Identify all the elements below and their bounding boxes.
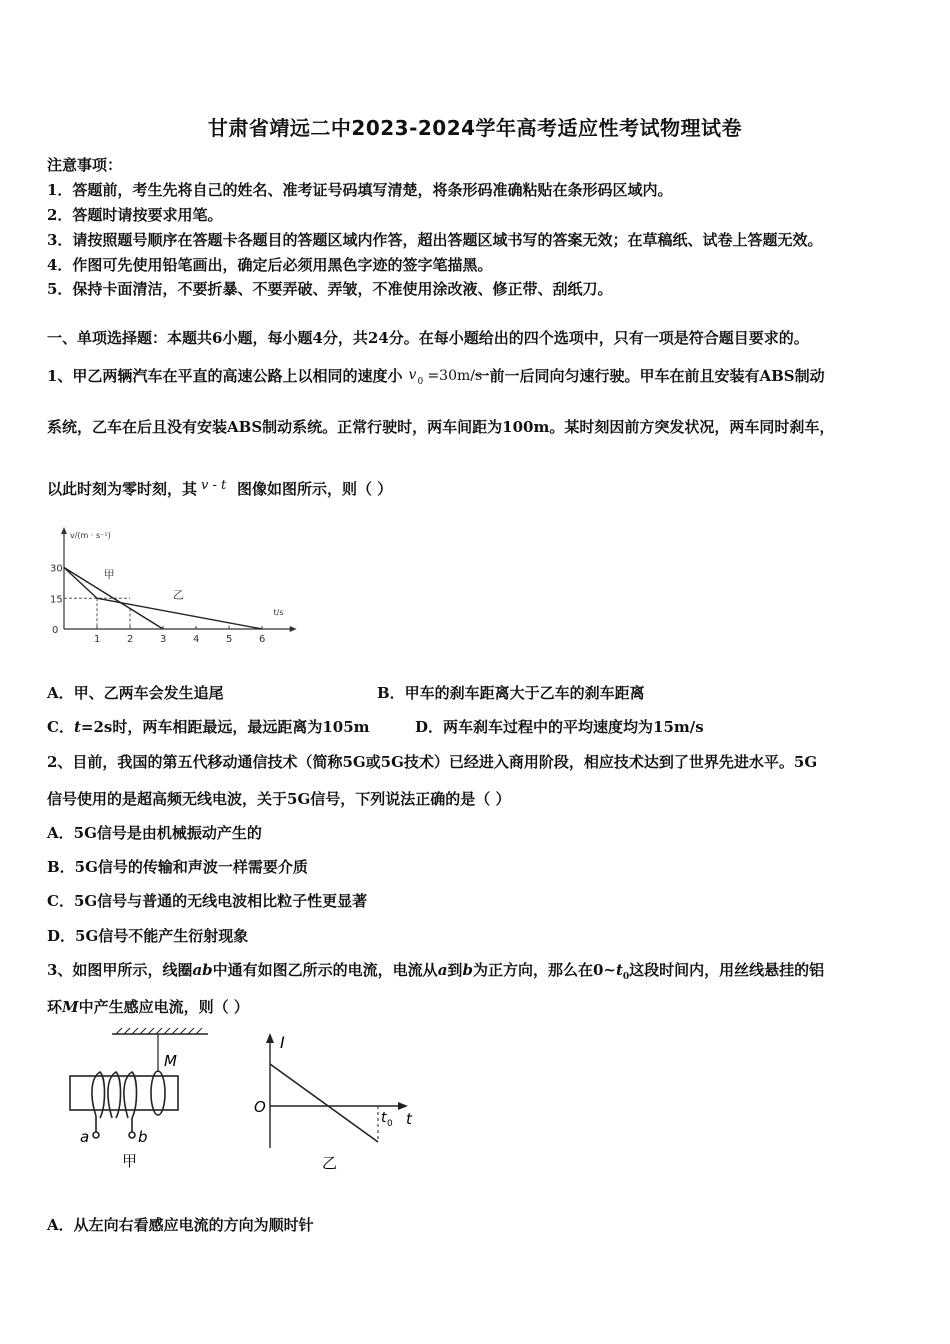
terminal-b xyxy=(129,1132,135,1138)
q3-var-b: b xyxy=(462,961,473,979)
figure-yi xyxy=(250,1030,425,1180)
current-line xyxy=(270,1064,378,1142)
q3-var-t0: t xyxy=(615,961,623,979)
speed-value: =30m/s xyxy=(427,368,483,384)
page-title: 甘肃省靖远二中2023-2024学年高考适应性考试物理试卷 xyxy=(207,116,743,140)
x-tick-label: 2 xyxy=(127,634,134,644)
speed-sub: 0 xyxy=(417,377,424,387)
terminal-a xyxy=(93,1132,99,1138)
section-heading: 一、单项选择题：本题共6小题，每小题4分，共24分。在每小题给出的四个选项中，只有一项是符合题目要求的。 xyxy=(47,329,809,347)
q1-text: 一前一后同向匀速行驶。甲车在前且安装有ABS制动 xyxy=(474,367,825,385)
x-axis-label: t/s xyxy=(273,608,284,617)
q1-option-c xyxy=(47,716,370,737)
q1-text: 以此时刻为零时刻，其 xyxy=(47,480,198,498)
x-tick-label: 4 xyxy=(193,634,200,644)
series-yi-label: 乙 xyxy=(172,588,184,602)
q3-text: 中产生感应电流，则（ ） xyxy=(78,998,249,1016)
q3-text: 为正方向，那么在0~ xyxy=(472,961,616,979)
q3-text: 到 xyxy=(447,961,463,979)
q3-var-ab: ab xyxy=(192,961,213,979)
origin-label: 0 xyxy=(52,625,59,636)
q3-var-a: a xyxy=(437,961,448,979)
label-i: I xyxy=(280,1033,285,1052)
label-o: O xyxy=(254,1098,266,1116)
i-axis-arrow xyxy=(266,1033,274,1043)
q2-option-b: B．5G信号的传输和声波一样需要介质 xyxy=(47,858,308,876)
q3-text: 3、如图甲所示，线圈 xyxy=(47,961,193,979)
q1-option-b: B．甲车的刹车距离大于乙车的刹车距离 xyxy=(377,684,645,702)
x-tick-label: 5 xyxy=(226,634,233,644)
q3-line1 xyxy=(47,959,824,982)
q1-line3 xyxy=(47,478,392,499)
notice-item: 1．答题前，考生先将自己的姓名、准考证号码填写清楚，将条形码准确粘贴在条形码区域内。 xyxy=(47,181,673,199)
t-axis-arrow xyxy=(398,1102,408,1110)
q3-var-t0-sub: 0 xyxy=(622,972,630,982)
q1-option-d: D．两车刹车过程中的平均速度均为15m/s xyxy=(415,718,704,736)
q3-text: 这段时间内，用丝线悬挂的铝 xyxy=(629,961,825,979)
q3-var-m: M xyxy=(62,998,79,1016)
figure-jia xyxy=(60,1026,220,1176)
q1-text: 1、甲乙两辆汽车在平直的高速公路上以相同的速度小 xyxy=(47,367,403,385)
q1-line2: 系统，乙车在后且没有安装ABS制动系统。正常行驶时，两车间距为100m。某时刻因前方突发状况，两车同时刹车， xyxy=(47,418,835,436)
speed-symbol: v xyxy=(408,367,417,383)
coil xyxy=(92,1072,137,1118)
x-tick-label: 1 xyxy=(94,634,101,644)
notice-heading: 注意事项： xyxy=(47,156,123,174)
q1-text: 图像如图所示，则（ ） xyxy=(237,480,393,498)
y-axis-label: v/(m · s⁻¹) xyxy=(70,531,111,540)
label-a: a xyxy=(80,1128,90,1146)
label-t0: t xyxy=(381,1110,387,1126)
q3-option-a: A．从左向右看感应电流的方向为顺时针 xyxy=(47,1216,314,1234)
option-var: t xyxy=(73,718,81,736)
series-jia-label: 甲 xyxy=(103,567,115,581)
vt-symbol: v - t xyxy=(201,478,227,493)
q3-line2 xyxy=(47,996,249,1017)
vt-chart xyxy=(48,524,298,644)
label-b: b xyxy=(138,1128,148,1146)
y-axis-arrow xyxy=(61,527,67,534)
label-t0-sub: 0 xyxy=(387,1119,393,1129)
q2-option-c: C．5G信号与普通的无线电波相比粒子性更显著 xyxy=(47,892,368,910)
x-tick-label: 3 xyxy=(160,634,167,644)
series-yi-line xyxy=(64,568,262,630)
q2-option-a: A．5G信号是由机械振动产生的 xyxy=(47,824,262,842)
q1-option-a: A．甲、乙两车会发生追尾 xyxy=(47,684,224,702)
y-tick-label: 30 xyxy=(50,563,63,575)
notice-item: 5．保持卡面清洁，不要折暴、不要弄破、弄皱，不准使用涂改液、修正带、刮纸刀。 xyxy=(47,280,613,298)
ceiling-hatch xyxy=(116,1028,202,1034)
q3-text: 中通有如图乙所示的电流，电流从 xyxy=(212,961,438,979)
caption-yi: 乙 xyxy=(322,1154,338,1172)
notice-item: 3．请按照题号顺序在答题卡各题目的答题区域内作答，超出答题区域书写的答案无效；在草稿纸、试卷上答题无效。 xyxy=(47,231,823,249)
option-letter: C． xyxy=(47,718,74,736)
label-m: M xyxy=(164,1052,177,1070)
x-axis-arrow xyxy=(290,626,297,632)
q2-option-d: D．5G信号不能产生衍射现象 xyxy=(47,927,249,945)
q3-text: 环 xyxy=(47,998,63,1016)
notice-item: 4．作图可先使用铅笔画出，确定后必须用黑色字迹的签字笔描黑。 xyxy=(47,256,493,274)
q1-line1 xyxy=(47,365,825,386)
label-t: t xyxy=(406,1110,412,1128)
y-tick-label: 15 xyxy=(50,594,63,606)
option-text: =2s时，两车相距最远，最远距离为105m xyxy=(80,718,370,736)
q2-line1: 2、目前，我国的第五代移动通信技术（简称5G或5G技术）已经进入商用阶段，相应技术达到了世界先进水平。5G xyxy=(47,753,818,771)
x-tick-label: 6 xyxy=(259,634,266,644)
ring-m xyxy=(151,1071,165,1115)
caption-jia: 甲 xyxy=(122,1152,138,1170)
q2-line2: 信号使用的是超高频无线电波，关于5G信号，下列说法正确的是（ ） xyxy=(47,790,511,808)
notice-item: 2．答题时请按要求用笔。 xyxy=(47,206,223,224)
